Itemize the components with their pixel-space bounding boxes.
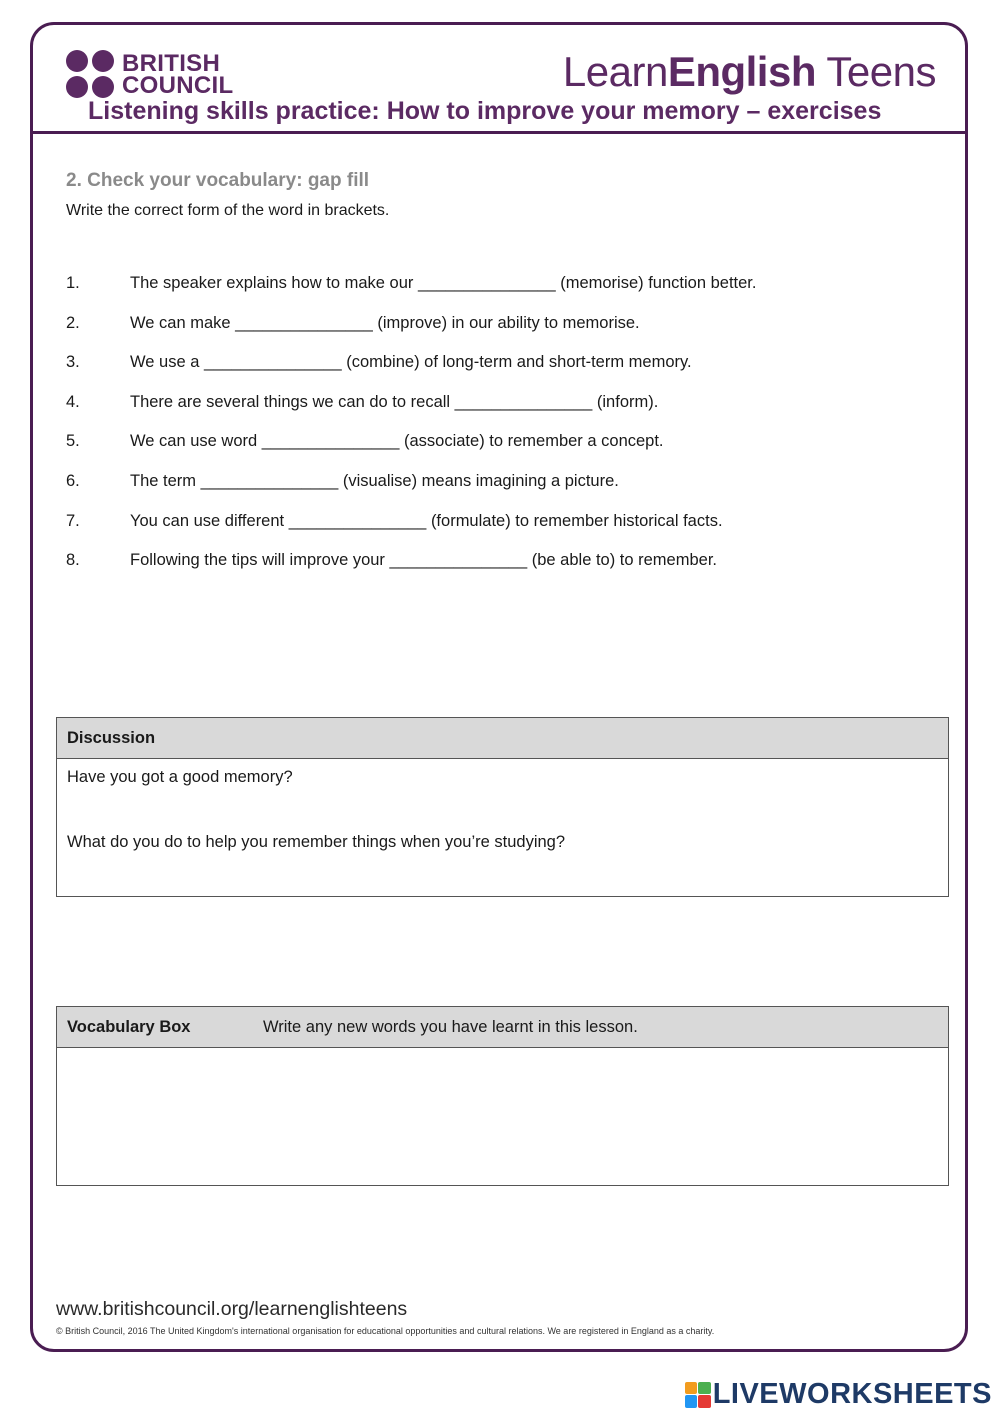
item-sentence[interactable]: We can make _______________ (improve) in our ability to memorise. — [130, 313, 640, 332]
item-number: 6. — [66, 471, 80, 490]
gap-fill-item — [66, 472, 946, 512]
discussion-question: Have you got a good memory? — [67, 768, 293, 786]
footer-copyright: © British Council, 2016 The United Kingdom's international organisation for educational opportunities and cultural relations. We are registered in England as a charity. — [56, 1326, 715, 1336]
vocabulary-box — [56, 1006, 949, 1186]
item-number: 8. — [66, 551, 80, 570]
gap-fill-list — [66, 274, 946, 591]
item-number: 7. — [66, 511, 80, 530]
item-sentence[interactable]: The term _______________ (visualise) means imagining a picture. — [130, 471, 619, 490]
council-line-2: COUNCIL — [122, 72, 234, 99]
page-title: Listening skills practice: How to improve your memory – exercises — [88, 97, 882, 125]
vocabulary-writing-area[interactable] — [57, 1048, 948, 1066]
item-sentence[interactable]: There are several things we can do to recall _______________ (inform). — [130, 392, 659, 411]
brand-english: English — [667, 48, 816, 95]
gap-fill-item — [66, 274, 946, 314]
gap-fill-item — [66, 393, 946, 433]
item-sentence[interactable]: The speaker explains how to make our _______________ (memorise) function better. — [130, 274, 757, 292]
gap-fill-item — [66, 512, 946, 552]
item-sentence[interactable]: You can use different _______________ (formulate) to remember historical facts. — [130, 511, 723, 530]
item-number: 5. — [66, 432, 80, 451]
liveworksheets-logo-icon — [685, 1382, 711, 1408]
item-sentence[interactable]: We can use word _______________ (associate) to remember a concept. — [130, 432, 664, 451]
discussion-header — [57, 718, 948, 759]
council-line-1: BRITISH — [122, 50, 221, 77]
item-number: 4. — [66, 392, 80, 411]
header-divider — [30, 131, 968, 134]
british-council-dots-icon — [66, 50, 116, 100]
vocabulary-heading: Vocabulary Box — [67, 1017, 191, 1036]
item-sentence[interactable]: Following the tips will improve your _______________ (be able to) to remember. — [130, 551, 717, 570]
discussion-question: What do you do to help you remember things when you’re studying? — [67, 833, 566, 851]
gap-fill-item — [66, 551, 946, 591]
liveworksheets-watermark — [685, 1378, 992, 1411]
discussion-box — [56, 717, 949, 897]
item-number: 1. — [66, 274, 80, 292]
item-number: 3. — [66, 353, 80, 372]
item-number: 2. — [66, 313, 80, 332]
section-instructions: Write the correct form of the word in brackets. — [66, 202, 390, 219]
vocabulary-instruction: Write any new words you have learnt in this lesson. — [263, 1017, 638, 1036]
brand-teens: Teens — [816, 48, 936, 95]
discussion-heading: Discussion — [67, 728, 156, 747]
liveworksheets-text: LIVEWORKSHEETS — [712, 1378, 992, 1410]
section-title: 2. Check your vocabulary: gap fill — [66, 170, 370, 191]
british-council-logo — [66, 50, 233, 100]
vocabulary-header — [57, 1007, 948, 1048]
british-council-wordmark — [122, 50, 234, 99]
footer-url[interactable]: www.britishcouncil.org/learnenglishteens — [56, 1298, 408, 1320]
discussion-body — [57, 759, 948, 907]
item-sentence[interactable]: We use a _______________ (combine) of long-term and short-term memory. — [130, 353, 692, 372]
brand-learn: Learn — [562, 48, 668, 95]
gap-fill-item — [66, 314, 946, 354]
gap-fill-item — [66, 353, 946, 393]
gap-fill-item — [66, 432, 946, 472]
learnenglish-teens-logo — [563, 48, 936, 96]
